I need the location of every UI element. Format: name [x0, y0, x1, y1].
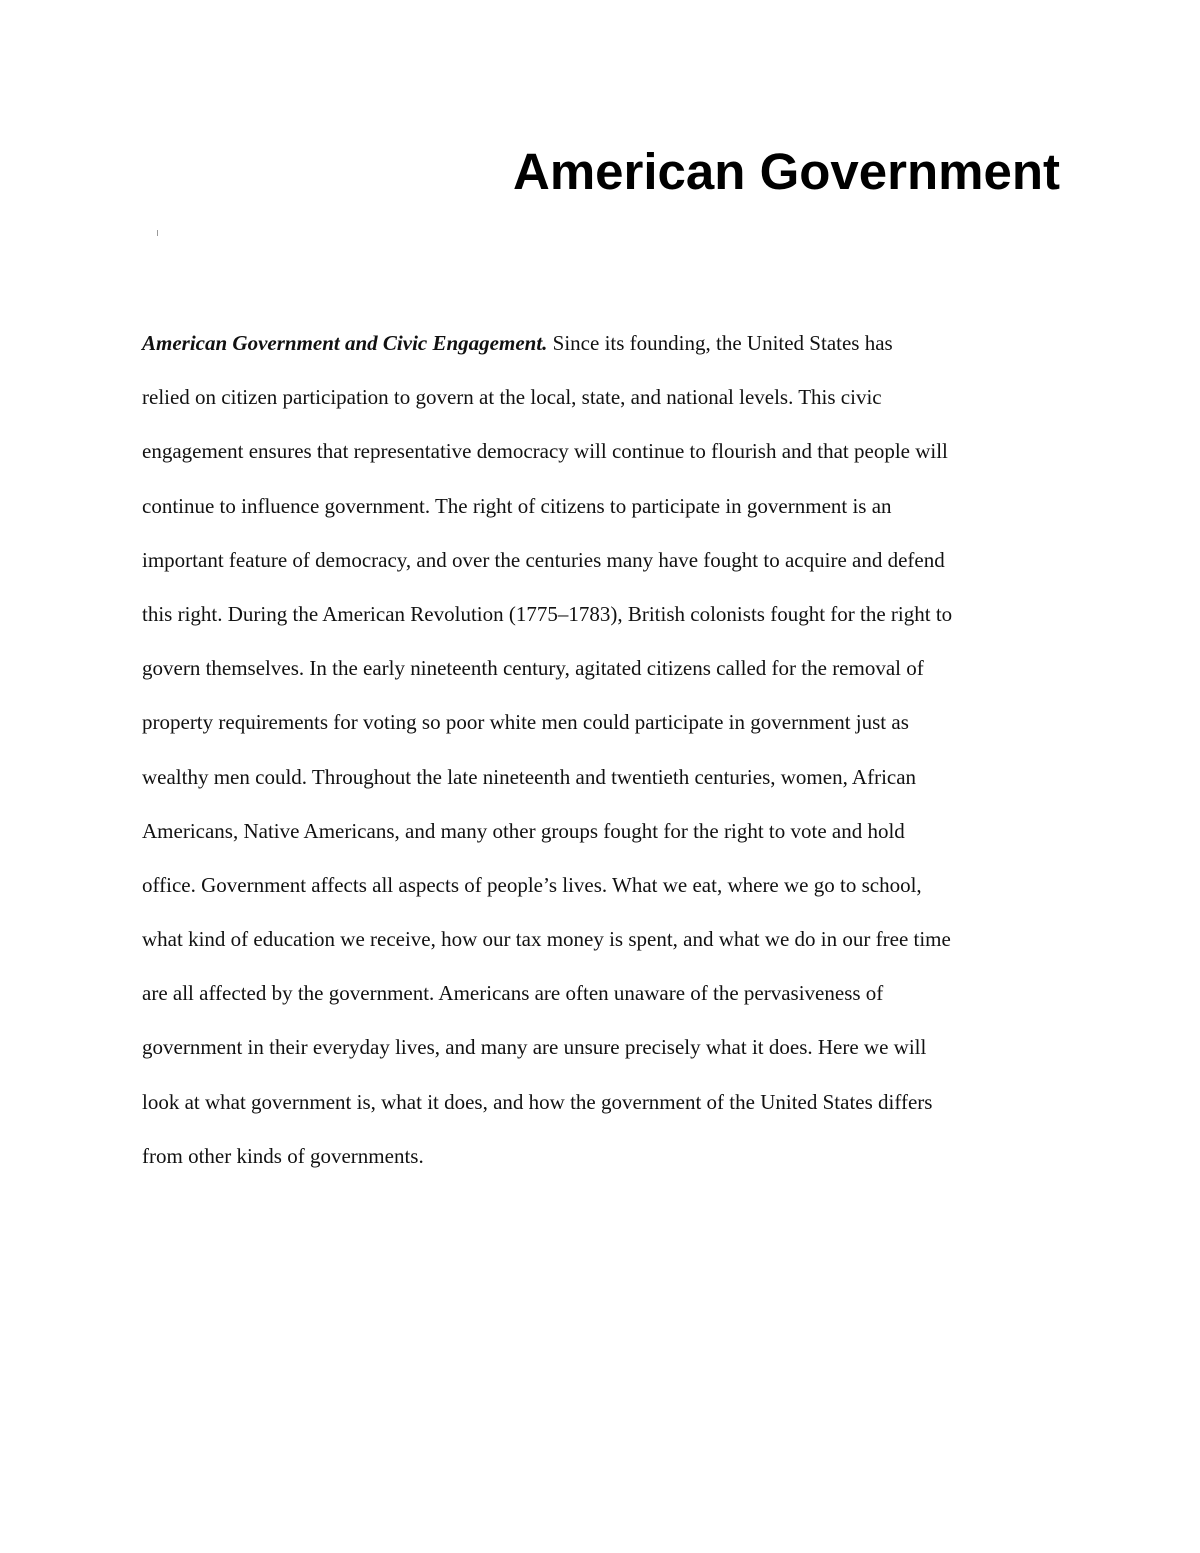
paragraph-line: important feature of democracy, and over the centuries many have fought to acquire and defend	[142, 547, 945, 572]
paragraph-line: wealthy men could. Throughout the late nineteenth and twentieth centuries, women, African	[142, 764, 917, 789]
paragraph-line: from other kinds of governments.	[142, 1143, 424, 1168]
paragraph-line: relied on citizen participation to govern at the local, state, and national levels. This civic	[142, 385, 882, 410]
paragraph-line: continue to influence government. The right of citizens to participate in government is an	[142, 493, 892, 518]
paragraph-line: Americans, Native Americans, and many other groups fought for the right to vote and hold	[142, 818, 905, 843]
paragraph-line: govern themselves. In the early nineteenth century, agitated citizens called for the removal of	[142, 656, 924, 681]
paragraph-line: what kind of education we receive, how our tax money is spent, and what we do in our free time	[142, 927, 951, 952]
document-title: American Government	[512, 143, 1060, 200]
paragraph-line: property requirements for voting so poor white men could participate in government just as	[142, 710, 909, 735]
paragraph-line: government in their everyday lives, and many are unsure precisely what it does. Here we will	[142, 1035, 927, 1060]
paragraph-line: are all affected by the government. Americans are often unaware of the pervasiveness of	[142, 981, 884, 1006]
stray-mark	[157, 230, 158, 236]
paragraph-line-text: Since its founding, the United States has	[547, 331, 893, 355]
paragraph-line	[142, 316, 1072, 370]
body-paragraph	[142, 316, 1072, 1183]
paragraph-line: office. Government affects all aspects of people’s lives. What we eat, where we go to school,	[142, 872, 922, 897]
paragraph-line: this right. During the American Revolution (1775–1783), British colonists fought for the right to	[142, 601, 953, 626]
paragraph-line: look at what government is, what it does, and how the government of the United States differs	[142, 1089, 933, 1114]
paragraph-lead-heading: American Government and Civic Engagement.	[142, 331, 548, 355]
paragraph-line: engagement ensures that representative democracy will continue to flourish and that people will	[142, 439, 948, 464]
